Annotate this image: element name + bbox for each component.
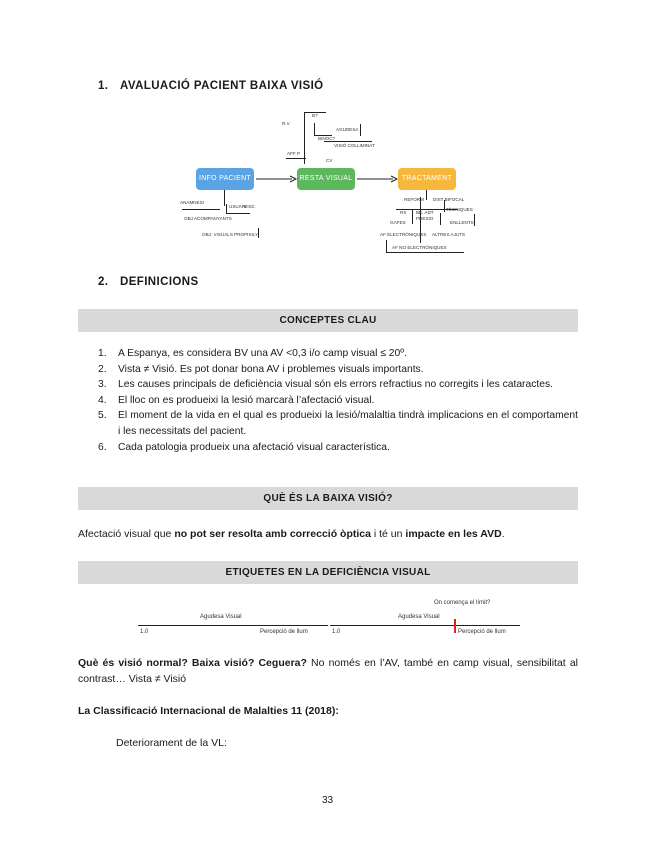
box-tractament: TRACTAMENT bbox=[398, 168, 456, 190]
box-info-pacient: INFO PACIENT bbox=[196, 168, 254, 190]
definition-paragraph: Afectació visual que no pot ser resolta amb correcció òptica i té un impacte en les AVD. bbox=[78, 528, 505, 540]
branch-line bbox=[386, 240, 387, 252]
branch-line bbox=[314, 123, 315, 135]
left-label: DISC bbox=[244, 204, 255, 209]
branch-line bbox=[226, 213, 250, 214]
top-label: R.V bbox=[282, 121, 290, 126]
top-label: CV bbox=[326, 158, 333, 163]
right-label: AF ELECTRÒNIQUES bbox=[380, 232, 427, 237]
left-branch-line bbox=[224, 190, 225, 206]
list-item: 1. A Espanya, es considera BV una AV <0,3 i/o camp visual ≤ 20º. bbox=[98, 348, 407, 359]
right-label: RX bbox=[400, 210, 407, 215]
list-item: 3. Les causes principals de deficiència visual són els errors refractius no corregits i les cataractes. bbox=[98, 379, 553, 391]
scale-left-line bbox=[138, 625, 328, 626]
scale-left-end: Percepció de llum bbox=[260, 629, 308, 635]
branch-line bbox=[412, 210, 413, 224]
left-label: ANAMNESI bbox=[180, 200, 204, 205]
branch-line bbox=[304, 150, 305, 162]
labels-bar: ETIQUETES EN LA DEFICIÈNCIA VISUAL bbox=[78, 561, 578, 584]
right-label: DIST BIFOCAL bbox=[433, 197, 465, 202]
left-label: OBJ. VISUALS PROPISILY bbox=[202, 232, 259, 237]
branch-line bbox=[440, 213, 441, 225]
right-label: REFORM bbox=[404, 197, 424, 202]
top-label: VISIÓ COLLIMINAT bbox=[334, 143, 375, 148]
right-label: ALTRES AJUTS bbox=[432, 232, 466, 237]
limit-marker bbox=[454, 619, 456, 633]
concepts-list bbox=[98, 346, 578, 455]
branch-line bbox=[258, 228, 259, 238]
deterioration-text: Deteriorament de la VL: bbox=[116, 737, 227, 749]
scale-right-label: Agudesa Visual bbox=[398, 614, 440, 620]
top-label: AFF P bbox=[287, 151, 301, 156]
box-resta-visual: RESTA VISUAL bbox=[297, 168, 355, 190]
branch-line bbox=[360, 124, 361, 136]
list-item: 5. El moment de la vida en el qual es produeixi la lesió/malaltia tindrà implicacions en el comportament i les necessitats del pacient. bbox=[98, 410, 578, 437]
left-label: USUARI bbox=[229, 204, 247, 209]
right-label: AF NO ELECTRÒNIQUES bbox=[392, 245, 447, 250]
branch-line bbox=[286, 158, 306, 159]
list-item: 4. El lloc on es produeixi la lesió marcarà l’afectació visual. bbox=[98, 394, 375, 406]
right-label: PRESIO bbox=[416, 216, 434, 221]
top-label: B? bbox=[312, 113, 318, 118]
branch-line bbox=[386, 252, 464, 253]
arrow-1-icon bbox=[254, 173, 298, 185]
right-label: TÈCNIQUES bbox=[446, 207, 473, 212]
scale-left bbox=[138, 612, 328, 642]
section-1-title: AVALUACIÓ PACIENT BAIXA VISIÓ bbox=[120, 80, 324, 92]
scale-right-line bbox=[330, 625, 520, 626]
arrow-2-icon bbox=[355, 173, 399, 185]
scale-right-question: On comença el límit? bbox=[434, 600, 491, 606]
top-label: AGUDESA bbox=[336, 127, 359, 132]
section-1-number: 1. bbox=[98, 80, 109, 92]
evaluation-diagram bbox=[0, 0, 655, 270]
section-2-title: DEFINICIONS bbox=[120, 276, 199, 288]
branch-line bbox=[474, 214, 475, 226]
top-label: BINOC? bbox=[318, 136, 336, 141]
right-label: ENLLENTS bbox=[450, 220, 474, 225]
right-label: BE. ADT bbox=[416, 210, 434, 215]
section-2-number: 2. bbox=[98, 276, 109, 288]
left-label: OBJ ACOMPANYANTS bbox=[184, 216, 232, 221]
branch-line bbox=[324, 141, 372, 142]
scale-left-start: 1.0 bbox=[140, 629, 149, 635]
right-label: GAFES bbox=[390, 220, 406, 225]
what-is-bar: QUÈ ÉS LA BAIXA VISIÓ? bbox=[78, 487, 578, 510]
section-2-heading bbox=[98, 276, 199, 288]
classification-heading: La Classificació Internacional de Malalties 11 (2018): bbox=[78, 705, 339, 717]
scale-right bbox=[330, 600, 520, 642]
scale-right-start: 1.0 bbox=[332, 629, 341, 635]
list-item: 2. Vista ≠ Visió. Es pot donar bona AV i problemes visuals importants. bbox=[98, 363, 424, 375]
branch-line bbox=[182, 209, 220, 210]
scale-left-label: Agudesa Visual bbox=[200, 614, 242, 620]
question-paragraph: Què és visió normal? Baixa visió? Ceguera? No només en l’AV, també en camp visual, sensibilitat al contrast… Vista ≠ Visió bbox=[78, 657, 578, 685]
scale-right-end: Percepció de llum bbox=[458, 629, 506, 635]
list-item: 6. Cada patologia produeix una afectació visual característica. bbox=[98, 441, 390, 453]
page-number: 33 bbox=[321, 795, 334, 806]
concepts-bar: CONCEPTES CLAU bbox=[78, 309, 578, 332]
right-branch-line bbox=[426, 190, 427, 200]
